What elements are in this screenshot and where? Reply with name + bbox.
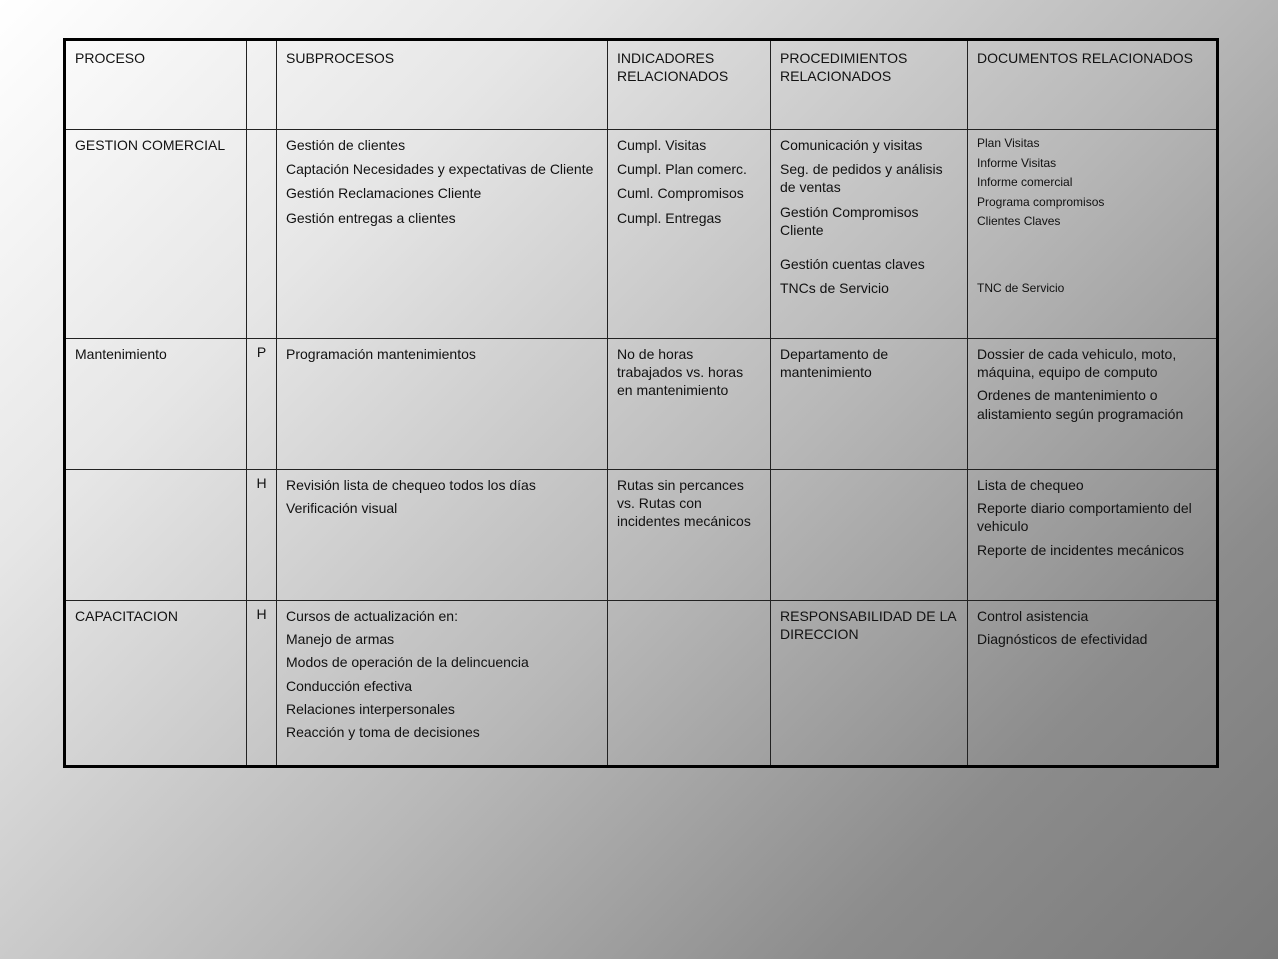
documento-item: Reporte de incidentes mecánicos	[977, 541, 1185, 558]
indicador-item: Cumpl. Plan comerc.	[617, 161, 747, 178]
procedimiento-item: Gestión Compromisos Cliente	[780, 203, 919, 238]
indicadores-cell	[608, 339, 771, 470]
subproceso-item: Captación Necesidades y expectativas de Cliente	[286, 161, 594, 178]
subproceso-item: Modos de operación de la delincuencia	[286, 654, 529, 671]
letra-cell	[247, 130, 277, 339]
spacer	[977, 234, 1207, 256]
header-subprocesos: SUBPROCESOS	[277, 40, 608, 130]
subproceso-item: Gestión Reclamaciones Cliente	[286, 185, 482, 202]
documento-item: Dossier de cada vehiculo, moto, máquina, equipo de computo	[977, 346, 1177, 381]
subproceso-item: Conducción efectiva	[286, 677, 413, 694]
procedimientos-cell	[771, 130, 968, 339]
header-documentos: DOCUMENTOS RELACIONADOS	[968, 40, 1218, 130]
indicadores-cell	[608, 601, 771, 767]
subprocesos-cell	[277, 601, 608, 767]
header-proceso: PROCESO	[65, 40, 247, 130]
procedimiento-item: Seg. de pedidos y análisis de ventas	[780, 161, 943, 196]
indicadores-cell	[608, 470, 771, 601]
procedimiento-item: Gestión cuentas claves	[780, 255, 925, 272]
proceso-cell: Mantenimiento	[65, 339, 247, 470]
indicador-item: Cumpl. Visitas	[617, 137, 707, 153]
proceso-cell: CAPACITACION	[65, 601, 247, 767]
process-table	[63, 38, 1219, 768]
documentos-cell	[968, 601, 1218, 767]
subproceso-item: Gestión entregas a clientes	[286, 209, 456, 226]
documentos-cell	[968, 130, 1218, 339]
subproceso-item: Relaciones interpersonales	[286, 700, 455, 717]
letra-cell: P	[247, 339, 277, 470]
documento-item: Lista de chequeo	[977, 477, 1084, 493]
indicadores-cell	[608, 130, 771, 339]
subproceso-item: Revisión lista de chequeo todos los días	[286, 477, 536, 493]
documentos-cell	[968, 339, 1218, 470]
table-row	[65, 339, 1218, 470]
subproceso-item: Programación mantenimientos	[286, 346, 476, 362]
documento-item: TNC de Servicio	[977, 280, 1065, 295]
documento-item: Ordenes de mantenimiento o alistamiento según programación	[977, 387, 1184, 422]
documento-item: Reporte diario comportamiento del vehiculo	[977, 500, 1192, 535]
indicador-item: Rutas sin percances vs. Rutas con incidentes mecánicos	[617, 477, 751, 530]
table-row	[65, 130, 1218, 339]
letra-cell: H	[247, 470, 277, 601]
procedimientos-cell	[771, 601, 968, 767]
proceso-cell: GESTION COMERCIAL	[65, 130, 247, 339]
subproceso-item: Cursos de actualización en:	[286, 608, 458, 624]
indicador-item: No de horas trabajados vs. horas en mantenimiento	[617, 346, 744, 399]
subproceso-item: Manejo de armas	[286, 631, 395, 648]
documento-item: Informe comercial	[977, 175, 1073, 190]
header-blank	[247, 40, 277, 130]
subproceso-item: Gestión de clientes	[286, 137, 406, 153]
table-row	[65, 601, 1218, 767]
documentos-cell	[968, 470, 1218, 601]
documento-item: Programa compromisos	[977, 194, 1105, 209]
indicador-item: Cuml. Compromisos	[617, 185, 744, 202]
procedimiento-item: Departamento de mantenimiento	[780, 346, 889, 381]
proceso-cell	[65, 470, 247, 601]
procedimiento-item: Comunicación y visitas	[780, 137, 923, 153]
subproceso-item: Reacción y toma de decisiones	[286, 723, 480, 740]
subprocesos-cell	[277, 339, 608, 470]
procedimientos-cell	[771, 339, 968, 470]
documento-item: Diagnósticos de efectividad	[977, 631, 1148, 648]
table-row	[65, 470, 1218, 601]
header-indicadores: INDICADORES RELACIONADOS	[608, 40, 771, 130]
documento-item: Plan Visitas	[977, 136, 1040, 150]
subproceso-item: Verificación visual	[286, 500, 398, 517]
letra-cell: H	[247, 601, 277, 767]
header-procedimientos: PROCEDIMIENTOS RELACIONADOS	[771, 40, 968, 130]
indicador-item: Cumpl. Entregas	[617, 209, 722, 226]
documento-item: Informe Visitas	[977, 155, 1057, 170]
subprocesos-cell	[277, 470, 608, 601]
documento-item: Clientes Claves	[977, 214, 1061, 229]
subprocesos-cell	[277, 130, 608, 339]
procedimiento-item: TNCs de Servicio	[780, 280, 889, 297]
documento-item: Control asistencia	[977, 608, 1089, 624]
table-header-row	[65, 40, 1218, 130]
procedimientos-cell	[771, 470, 968, 601]
procedimiento-item: RESPONSABILIDAD DE LA DIRECCION	[780, 608, 956, 643]
